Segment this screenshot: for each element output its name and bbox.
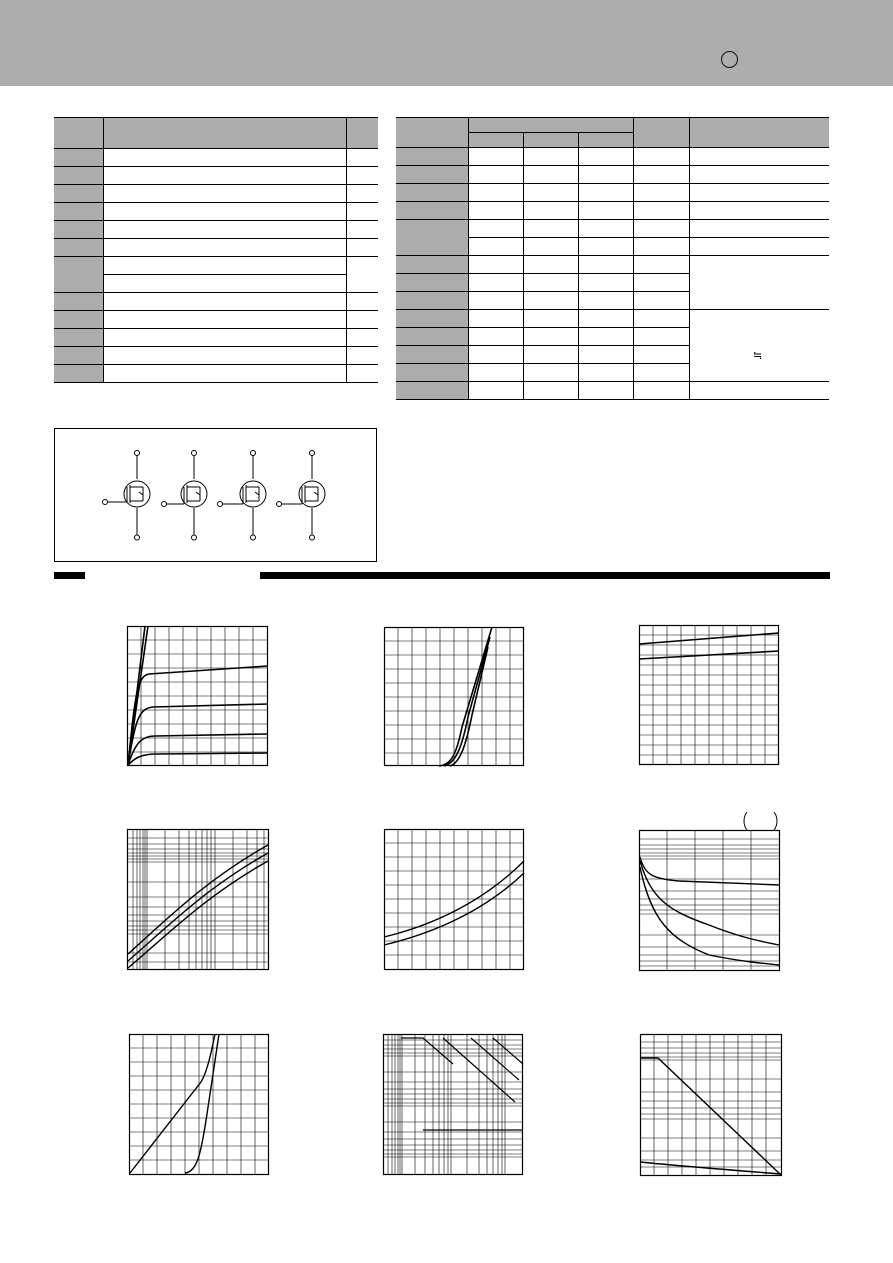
table-header-cell — [54, 118, 103, 149]
mosfet-symbol-icon — [218, 451, 267, 541]
section-divider-icon — [54, 572, 85, 579]
characteristics-table — [396, 117, 829, 400]
page-header-band — [0, 0, 893, 86]
table-row — [54, 293, 378, 311]
graph-1 — [127, 626, 269, 767]
table-row — [396, 202, 829, 220]
table-row — [396, 184, 829, 202]
section-divider-bar — [260, 572, 830, 579]
graph-9 — [640, 1034, 783, 1177]
circuit-diagram — [55, 429, 378, 563]
table-row — [54, 239, 378, 257]
table-header-cell — [346, 118, 378, 149]
table-header-row — [54, 118, 378, 149]
ratings-table — [54, 117, 378, 383]
table-row — [396, 310, 829, 328]
table-row — [396, 382, 829, 400]
table-row — [54, 365, 378, 383]
bracket-right — [774, 812, 777, 830]
mosfet-symbol-icon — [103, 451, 151, 541]
table-row — [54, 167, 378, 185]
graph-3 — [639, 625, 780, 766]
table-row — [54, 203, 378, 221]
mosfet-symbol-icon — [162, 451, 208, 541]
table-row — [54, 257, 378, 275]
graph-2 — [384, 627, 525, 767]
graph-8 — [383, 1034, 524, 1176]
graph-6 — [639, 809, 781, 972]
table-row — [54, 149, 378, 167]
mosfet-symbol-icon — [277, 451, 326, 541]
approx-symbol: ≒ — [753, 350, 763, 362]
table-row — [396, 220, 829, 238]
table-row — [54, 275, 378, 293]
graph-7 — [129, 1034, 270, 1176]
table-header-cell — [103, 118, 346, 149]
graph-5 — [384, 829, 525, 971]
circle-mark-icon — [721, 51, 738, 68]
table-row — [54, 311, 378, 329]
table-row — [54, 347, 378, 365]
table-row — [396, 256, 829, 274]
table-row — [54, 221, 378, 239]
graph-4 — [127, 829, 270, 971]
bracket-left — [744, 812, 747, 830]
table-row — [54, 329, 378, 347]
table-row — [396, 166, 829, 184]
table-header-row — [396, 118, 829, 133]
table-row — [54, 185, 378, 203]
table-row — [396, 148, 829, 166]
circuit-diagram-box — [54, 428, 377, 562]
